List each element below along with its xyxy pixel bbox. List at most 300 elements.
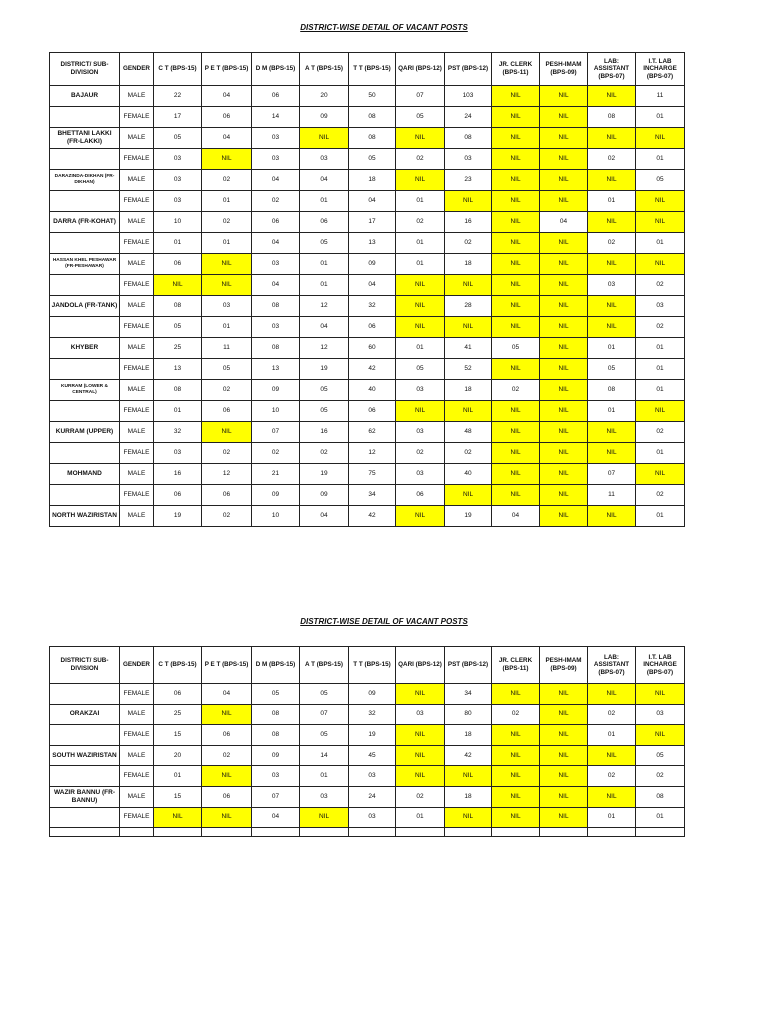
gender-cell: FEMALE xyxy=(120,485,154,506)
value-cell: 18 xyxy=(445,725,492,746)
table-row xyxy=(50,149,685,170)
gender-cell: MALE xyxy=(120,745,154,766)
value-cell: NIL xyxy=(588,296,636,317)
value-cell: NIL xyxy=(492,766,540,787)
value-cell: 02 xyxy=(396,149,445,170)
value-cell: NIL xyxy=(540,191,588,212)
value-cell: 06 xyxy=(202,786,252,807)
value-cell: NIL xyxy=(396,506,445,527)
district-cell: ORAKZAI xyxy=(50,704,120,725)
value-cell: 19 xyxy=(300,464,349,485)
value-cell: 32 xyxy=(349,296,396,317)
empty-cell xyxy=(50,828,120,837)
value-cell: 32 xyxy=(154,422,202,443)
value-cell: 06 xyxy=(154,254,202,275)
gender-cell: FEMALE xyxy=(120,275,154,296)
table-row xyxy=(50,485,685,506)
value-cell: 08 xyxy=(252,725,300,746)
value-cell: 03 xyxy=(154,170,202,191)
value-cell: NIL xyxy=(540,506,588,527)
table-body xyxy=(50,684,685,837)
value-cell: NIL xyxy=(540,485,588,506)
empty-cell xyxy=(120,828,154,837)
value-cell: NIL xyxy=(492,170,540,191)
value-cell: 28 xyxy=(445,296,492,317)
value-cell: 01 xyxy=(636,338,685,359)
value-cell: 08 xyxy=(349,128,396,149)
value-cell: NIL xyxy=(492,296,540,317)
value-cell: 25 xyxy=(154,338,202,359)
value-cell: NIL xyxy=(492,254,540,275)
value-cell: 23 xyxy=(445,170,492,191)
value-cell: NIL xyxy=(540,807,588,828)
value-cell: 04 xyxy=(349,275,396,296)
value-cell: 05 xyxy=(396,107,445,128)
value-cell: 10 xyxy=(252,401,300,422)
table-row xyxy=(50,317,685,338)
page-title: DISTRICT-WISE DETAIL OF VACANT POSTS xyxy=(300,23,468,32)
value-cell: NIL xyxy=(540,380,588,401)
empty-row xyxy=(50,828,685,837)
value-cell: 09 xyxy=(300,485,349,506)
table-row xyxy=(50,766,685,787)
value-cell: 09 xyxy=(252,380,300,401)
value-cell: NIL xyxy=(540,725,588,746)
value-cell: 09 xyxy=(349,684,396,705)
value-cell: 15 xyxy=(154,725,202,746)
value-cell: 04 xyxy=(202,128,252,149)
value-cell: 21 xyxy=(252,464,300,485)
value-cell: NIL xyxy=(588,506,636,527)
value-cell: NIL xyxy=(445,766,492,787)
value-cell: NIL xyxy=(636,212,685,233)
table-row xyxy=(50,807,685,828)
value-cell: NIL xyxy=(588,422,636,443)
value-cell: 13 xyxy=(154,359,202,380)
value-cell: 06 xyxy=(202,401,252,422)
gender-cell: MALE xyxy=(120,506,154,527)
value-cell: 07 xyxy=(300,704,349,725)
gender-cell: MALE xyxy=(120,128,154,149)
value-cell: 08 xyxy=(636,786,685,807)
value-cell: 15 xyxy=(154,786,202,807)
value-cell: 01 xyxy=(154,766,202,787)
gender-cell: FEMALE xyxy=(120,233,154,254)
value-cell: NIL xyxy=(540,317,588,338)
column-header: T T (BPS-15) xyxy=(349,647,396,684)
table-row xyxy=(50,684,685,705)
column-header: C T (BPS-15) xyxy=(154,647,202,684)
value-cell: NIL xyxy=(492,485,540,506)
value-cell: 01 xyxy=(396,254,445,275)
value-cell: 05 xyxy=(349,149,396,170)
value-cell: NIL xyxy=(300,807,349,828)
value-cell: 03 xyxy=(252,317,300,338)
value-cell: NIL xyxy=(396,170,445,191)
value-cell: NIL xyxy=(540,254,588,275)
value-cell: 01 xyxy=(154,401,202,422)
column-header: DISTRICT/ SUB-DIVISION xyxy=(50,647,120,684)
value-cell: 40 xyxy=(349,380,396,401)
value-cell: 05 xyxy=(300,725,349,746)
empty-cell xyxy=(202,828,252,837)
column-header: I.T. LAB INCHARGE (BPS-07) xyxy=(636,647,685,684)
value-cell: 01 xyxy=(300,275,349,296)
value-cell: NIL xyxy=(154,275,202,296)
value-cell: NIL xyxy=(396,684,445,705)
header-row xyxy=(50,647,685,684)
value-cell: NIL xyxy=(202,422,252,443)
value-cell: 19 xyxy=(154,506,202,527)
value-cell: NIL xyxy=(445,807,492,828)
value-cell: 08 xyxy=(588,380,636,401)
gender-cell: FEMALE xyxy=(120,149,154,170)
value-cell: 52 xyxy=(445,359,492,380)
column-header: I.T. LAB INCHARGE (BPS-07) xyxy=(636,53,685,86)
value-cell: NIL xyxy=(492,684,540,705)
value-cell: 08 xyxy=(445,128,492,149)
value-cell: 42 xyxy=(445,745,492,766)
value-cell: 19 xyxy=(300,359,349,380)
district-cell: BHETTANI LAKKI (FR-LAKKI) xyxy=(50,128,120,149)
value-cell: 01 xyxy=(588,338,636,359)
value-cell: 41 xyxy=(445,338,492,359)
value-cell: 02 xyxy=(588,149,636,170)
value-cell: 06 xyxy=(202,107,252,128)
value-cell: 05 xyxy=(300,380,349,401)
value-cell: 05 xyxy=(300,684,349,705)
value-cell: NIL xyxy=(492,275,540,296)
value-cell: NIL xyxy=(396,745,445,766)
value-cell: NIL xyxy=(492,212,540,233)
gender-cell: FEMALE xyxy=(120,401,154,422)
value-cell: NIL xyxy=(540,275,588,296)
value-cell: NIL xyxy=(202,275,252,296)
value-cell: 22 xyxy=(154,86,202,107)
value-cell: 03 xyxy=(154,191,202,212)
column-header: QARI (BPS-12) xyxy=(396,647,445,684)
gender-cell: MALE xyxy=(120,464,154,485)
value-cell: 02 xyxy=(492,704,540,725)
district-cell: SOUTH WAZIRISTAN xyxy=(50,745,120,766)
value-cell: 02 xyxy=(202,745,252,766)
table-row xyxy=(50,704,685,725)
value-cell: NIL xyxy=(540,443,588,464)
value-cell: 04 xyxy=(300,506,349,527)
column-header: T T (BPS-15) xyxy=(349,53,396,86)
value-cell: 24 xyxy=(349,786,396,807)
value-cell: 01 xyxy=(300,191,349,212)
value-cell: 19 xyxy=(445,506,492,527)
value-cell: 11 xyxy=(202,338,252,359)
value-cell: 04 xyxy=(202,86,252,107)
value-cell: NIL xyxy=(202,149,252,170)
empty-cell xyxy=(252,828,300,837)
table-row xyxy=(50,107,685,128)
column-header: A T (BPS-15) xyxy=(300,53,349,86)
value-cell: 03 xyxy=(252,128,300,149)
value-cell: NIL xyxy=(445,401,492,422)
gender-cell: FEMALE xyxy=(120,317,154,338)
value-cell: 05 xyxy=(492,338,540,359)
value-cell: 06 xyxy=(154,684,202,705)
value-cell: NIL xyxy=(588,317,636,338)
value-cell: 01 xyxy=(202,191,252,212)
value-cell: NIL xyxy=(540,107,588,128)
value-cell: 10 xyxy=(154,212,202,233)
district-cell: JANDOLA (FR-TANK) xyxy=(50,296,120,317)
column-header: JR. CLERK (BPS-11) xyxy=(492,647,540,684)
district-cell xyxy=(50,317,120,338)
value-cell: 02 xyxy=(636,275,685,296)
value-cell: 04 xyxy=(492,506,540,527)
value-cell: NIL xyxy=(445,317,492,338)
value-cell: 02 xyxy=(445,233,492,254)
value-cell: 02 xyxy=(396,443,445,464)
column-header: QARI (BPS-12) xyxy=(396,53,445,86)
value-cell: 10 xyxy=(252,506,300,527)
value-cell: 03 xyxy=(252,766,300,787)
value-cell: NIL xyxy=(588,170,636,191)
value-cell: 09 xyxy=(252,485,300,506)
value-cell: NIL xyxy=(636,684,685,705)
value-cell: 02 xyxy=(252,191,300,212)
gender-cell: MALE xyxy=(120,86,154,107)
value-cell: NIL xyxy=(588,254,636,275)
table-row xyxy=(50,191,685,212)
gender-cell: FEMALE xyxy=(120,807,154,828)
value-cell: 80 xyxy=(445,704,492,725)
gender-cell: MALE xyxy=(120,254,154,275)
value-cell: 13 xyxy=(252,359,300,380)
gender-cell: FEMALE xyxy=(120,766,154,787)
value-cell: 02 xyxy=(202,443,252,464)
value-cell: NIL xyxy=(540,401,588,422)
value-cell: 06 xyxy=(252,86,300,107)
column-header: LAB: ASSISTANT (BPS-07) xyxy=(588,53,636,86)
value-cell: 01 xyxy=(636,380,685,401)
value-cell: NIL xyxy=(636,191,685,212)
value-cell: NIL xyxy=(588,212,636,233)
value-cell: 03 xyxy=(300,786,349,807)
table-row xyxy=(50,296,685,317)
value-cell: 25 xyxy=(154,704,202,725)
value-cell: 01 xyxy=(202,317,252,338)
value-cell: NIL xyxy=(396,128,445,149)
value-cell: 01 xyxy=(396,807,445,828)
value-cell: NIL xyxy=(300,128,349,149)
value-cell: NIL xyxy=(540,170,588,191)
value-cell: NIL xyxy=(492,317,540,338)
value-cell: NIL xyxy=(492,443,540,464)
value-cell: 03 xyxy=(396,422,445,443)
gender-cell: FEMALE xyxy=(120,107,154,128)
value-cell: NIL xyxy=(492,128,540,149)
value-cell: NIL xyxy=(492,359,540,380)
gender-cell: FEMALE xyxy=(120,191,154,212)
value-cell: 02 xyxy=(636,485,685,506)
value-cell: NIL xyxy=(492,233,540,254)
table-row xyxy=(50,422,685,443)
value-cell: 01 xyxy=(636,107,685,128)
value-cell: 03 xyxy=(636,704,685,725)
value-cell: 01 xyxy=(588,725,636,746)
value-cell: NIL xyxy=(588,443,636,464)
value-cell: 05 xyxy=(636,745,685,766)
gender-cell: MALE xyxy=(120,704,154,725)
gender-cell: MALE xyxy=(120,170,154,191)
value-cell: 02 xyxy=(588,233,636,254)
value-cell: 40 xyxy=(445,464,492,485)
value-cell: 12 xyxy=(349,443,396,464)
value-cell: NIL xyxy=(540,422,588,443)
value-cell: 02 xyxy=(202,212,252,233)
column-header: PESH-IMAM (BPS-09) xyxy=(540,53,588,86)
value-cell: 45 xyxy=(349,745,396,766)
value-cell: 05 xyxy=(202,359,252,380)
column-header: DISTRICT/ SUB-DIVISION xyxy=(50,53,120,86)
value-cell: NIL xyxy=(492,191,540,212)
value-cell: 05 xyxy=(636,170,685,191)
value-cell: 20 xyxy=(154,745,202,766)
gender-cell: MALE xyxy=(120,380,154,401)
value-cell: 03 xyxy=(252,149,300,170)
value-cell: 01 xyxy=(636,359,685,380)
district-cell: HASSAN KHEL PESHAWAR (FR-PESHAWAR) xyxy=(50,254,120,275)
column-header: LAB: ASSISTANT (BPS-07) xyxy=(588,647,636,684)
value-cell: 16 xyxy=(154,464,202,485)
value-cell: 01 xyxy=(396,233,445,254)
table-row xyxy=(50,745,685,766)
value-cell: 06 xyxy=(252,212,300,233)
value-cell: 06 xyxy=(300,212,349,233)
value-cell: NIL xyxy=(202,807,252,828)
value-cell: 06 xyxy=(154,485,202,506)
value-cell: NIL xyxy=(540,233,588,254)
district-cell xyxy=(50,191,120,212)
column-header: GENDER xyxy=(120,53,154,86)
column-header: PST (BPS-12) xyxy=(445,53,492,86)
value-cell: 48 xyxy=(445,422,492,443)
value-cell: 03 xyxy=(154,443,202,464)
value-cell: 60 xyxy=(349,338,396,359)
value-cell: 12 xyxy=(300,338,349,359)
value-cell: 04 xyxy=(252,170,300,191)
gender-cell: MALE xyxy=(120,212,154,233)
value-cell: 09 xyxy=(349,254,396,275)
gender-cell: FEMALE xyxy=(120,725,154,746)
value-cell: 04 xyxy=(252,807,300,828)
column-header: C T (BPS-15) xyxy=(154,53,202,86)
empty-cell xyxy=(396,828,445,837)
empty-cell xyxy=(636,828,685,837)
gender-cell: MALE xyxy=(120,422,154,443)
value-cell: 05 xyxy=(300,233,349,254)
value-cell: 18 xyxy=(445,786,492,807)
district-cell: WAZIR BANNU (FR-BANNU) xyxy=(50,786,120,807)
value-cell: NIL xyxy=(636,725,685,746)
column-header: JR. CLERK (BPS-11) xyxy=(492,53,540,86)
district-cell xyxy=(50,443,120,464)
value-cell: 12 xyxy=(300,296,349,317)
value-cell: NIL xyxy=(540,766,588,787)
page-title: DISTRICT-WISE DETAIL OF VACANT POSTS xyxy=(300,617,468,626)
column-header: PESH-IMAM (BPS-09) xyxy=(540,647,588,684)
value-cell: 08 xyxy=(252,704,300,725)
district-cell: MOHMAND xyxy=(50,464,120,485)
value-cell: 18 xyxy=(445,254,492,275)
value-cell: 17 xyxy=(154,107,202,128)
value-cell: 08 xyxy=(349,107,396,128)
value-cell: NIL xyxy=(636,464,685,485)
value-cell: NIL xyxy=(636,128,685,149)
gender-cell: FEMALE xyxy=(120,684,154,705)
value-cell: 12 xyxy=(202,464,252,485)
district-cell: KURRAM (LOWER & CENTRAL) xyxy=(50,380,120,401)
value-cell: NIL xyxy=(445,191,492,212)
empty-cell xyxy=(540,828,588,837)
table-row xyxy=(50,506,685,527)
value-cell: NIL xyxy=(540,464,588,485)
value-cell: 01 xyxy=(588,401,636,422)
value-cell: 20 xyxy=(300,86,349,107)
value-cell: 06 xyxy=(202,725,252,746)
value-cell: 05 xyxy=(252,684,300,705)
empty-cell xyxy=(154,828,202,837)
value-cell: NIL xyxy=(636,401,685,422)
value-cell: NIL xyxy=(396,401,445,422)
value-cell: NIL xyxy=(588,86,636,107)
empty-cell xyxy=(492,828,540,837)
value-cell: 01 xyxy=(396,191,445,212)
value-cell: 04 xyxy=(300,317,349,338)
column-header: P E T (BPS-15) xyxy=(202,647,252,684)
value-cell: NIL xyxy=(588,684,636,705)
column-header: P E T (BPS-15) xyxy=(202,53,252,86)
value-cell: NIL xyxy=(540,359,588,380)
value-cell: 01 xyxy=(636,443,685,464)
value-cell: 03 xyxy=(202,296,252,317)
value-cell: NIL xyxy=(540,338,588,359)
value-cell: NIL xyxy=(202,254,252,275)
value-cell: 01 xyxy=(202,233,252,254)
district-cell xyxy=(50,401,120,422)
value-cell: 01 xyxy=(588,191,636,212)
value-cell: 01 xyxy=(636,149,685,170)
district-cell xyxy=(50,725,120,746)
value-cell: NIL xyxy=(492,786,540,807)
value-cell: NIL xyxy=(396,275,445,296)
value-cell: 50 xyxy=(349,86,396,107)
value-cell: 18 xyxy=(445,380,492,401)
empty-cell xyxy=(349,828,396,837)
value-cell: 02 xyxy=(396,786,445,807)
value-cell: NIL xyxy=(396,296,445,317)
value-cell: 34 xyxy=(445,684,492,705)
value-cell: 32 xyxy=(349,704,396,725)
value-cell: 16 xyxy=(445,212,492,233)
value-cell: 06 xyxy=(396,485,445,506)
column-header: D M (BPS-15) xyxy=(252,647,300,684)
value-cell: 07 xyxy=(396,86,445,107)
value-cell: 03 xyxy=(445,149,492,170)
value-cell: 02 xyxy=(202,506,252,527)
value-cell: 02 xyxy=(636,422,685,443)
value-cell: 03 xyxy=(396,380,445,401)
header-row xyxy=(50,53,685,86)
value-cell: 09 xyxy=(252,745,300,766)
value-cell: 34 xyxy=(349,485,396,506)
